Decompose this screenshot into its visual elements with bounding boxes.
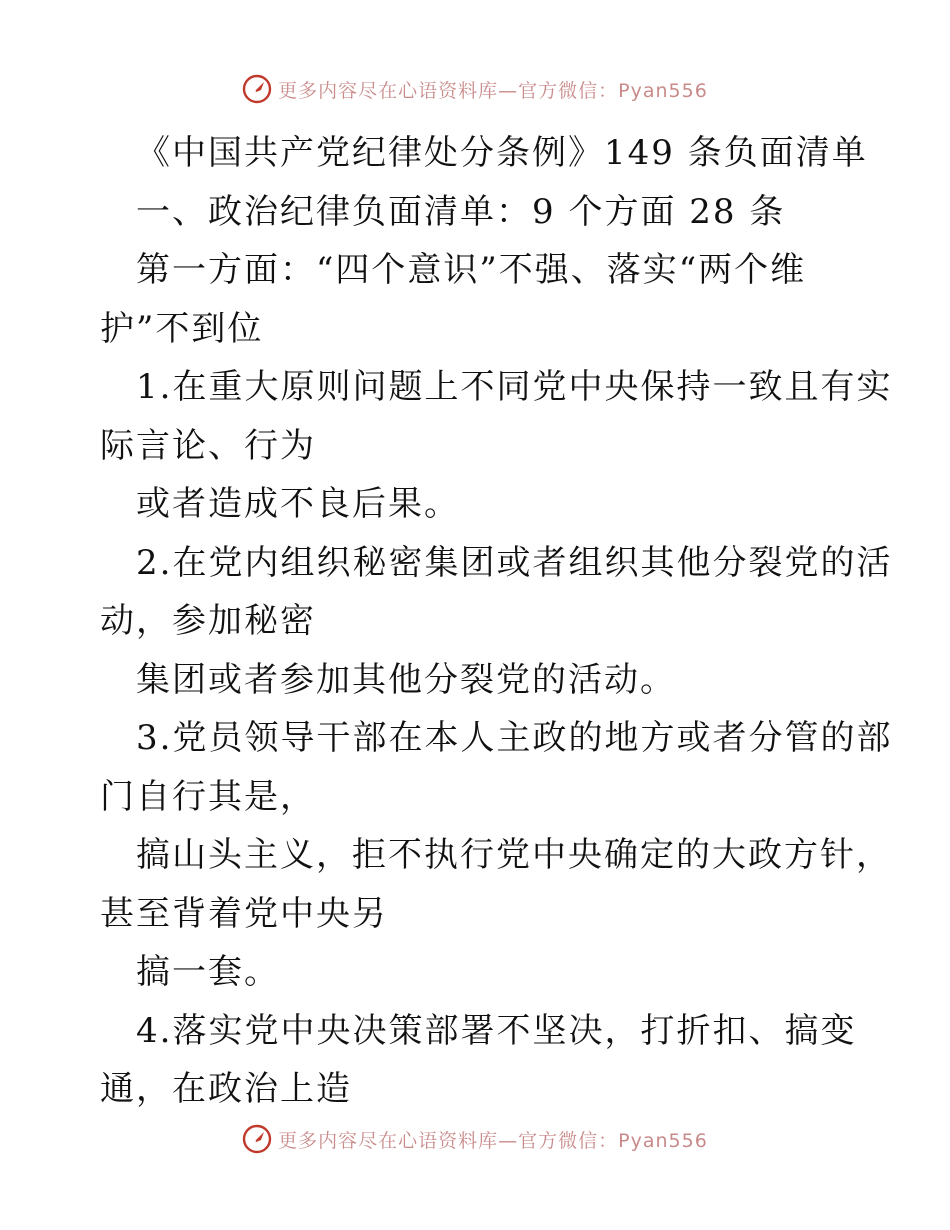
text-line: 3.党员领导干部在本人主政的地方或者分管的部: [136, 718, 893, 758]
text-line: 2.在党内组织秘密集团或者组织其他分裂党的活: [136, 542, 893, 583]
text-line: 集团或者参加其他分裂党的活动。: [136, 659, 676, 700]
header-watermark: [0, 74, 950, 104]
text-line: 护”不到位: [100, 308, 264, 349]
text-line: 1.在重大原则问题上不同党中央保持一致且有实: [136, 367, 893, 407]
text-line: 甚至背着党中央另: [100, 893, 388, 934]
watermark-text: 更多内容尽在心语资料库—官方微信：Pyan556: [278, 1129, 708, 1152]
quill-logo-icon: [242, 74, 272, 104]
watermark-text: 更多内容尽在心语资料库—官方微信：Pyan556: [278, 79, 708, 102]
text-line: 《中国共产党纪律处分条例》149 条负面清单: [136, 133, 868, 173]
text-line: 一、政治纪律负面清单：9 个方面 28 条: [136, 191, 786, 232]
text-line: 搞一套。: [136, 952, 280, 992]
text-line: 际言论、行为: [100, 425, 316, 466]
text-line: 4.落实党中央决策部署不坚决，打折扣、搞变: [136, 1010, 857, 1051]
quill-logo-icon: [242, 1124, 272, 1154]
footer-watermark: [0, 1124, 950, 1154]
text-line: 或者造成不良后果。: [136, 484, 460, 524]
text-line: 第一方面：“四个意识”不强、落实“两个维: [136, 250, 807, 290]
text-line: 搞山头主义，拒不执行党中央确定的大政方针，: [136, 835, 892, 875]
text-line: 门自行其是，: [100, 776, 316, 817]
text-line: 通，在政治上造: [100, 1069, 352, 1109]
text-line: 动，参加秘密: [100, 601, 316, 641]
document-body: [100, 124, 893, 1119]
